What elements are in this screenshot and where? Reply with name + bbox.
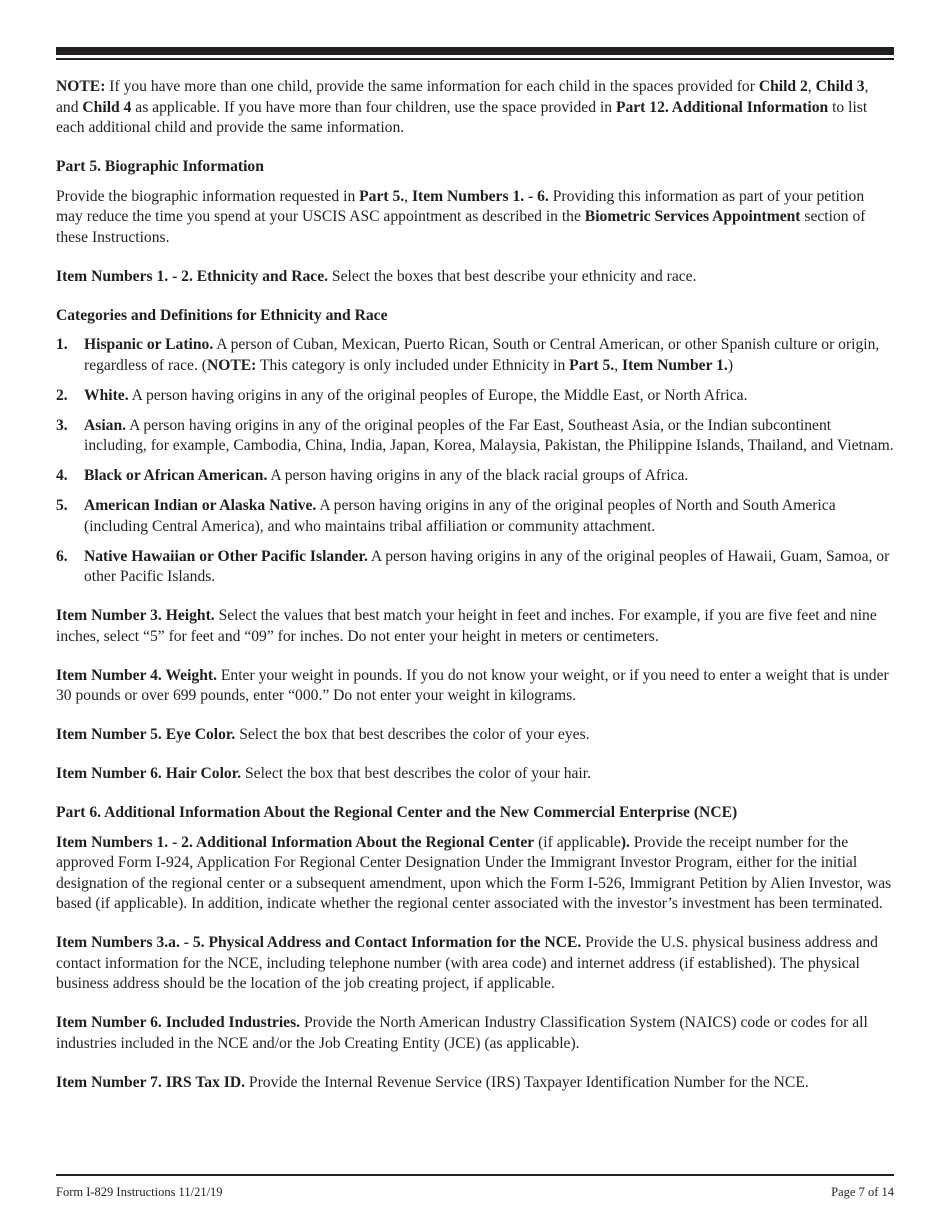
ethnicity-race-paragraph: Item Numbers 1. - 2. Ethnicity and Race. Select the boxes that best describe your ethnicity and race. [56,267,697,285]
category-item-hispanic: 1. Hispanic or Latino. A person of Cuban, Mexican, Puerto Rican, South or Central American, or other Spanish culture or origin, regardless of race. (NOTE: This category is only included under Ethnicity in Part 5., Item Number 1.) [56,336,880,374]
form-edition: Form I-829 Instructions 11/21/19 [56,1185,223,1199]
part6-heading: Part 6. Additional Information About the Regional Center and the New Commercial Enterprise (NCE) [56,804,738,821]
header-rule-thin [56,58,894,60]
irs-tax-id-paragraph: Item Number 7. IRS Tax ID. Provide the Internal Revenue Service (IRS) Taxpayer Identification Number for the NCE. [56,1073,809,1091]
header-rule [56,47,894,55]
category-item-pacific-islander: 6. Native Hawaiian or Other Pacific Islander. A person having origins in any of the original peoples of Hawaii, Guam, Samoa, or other Pacific Islands. [56,547,890,585]
footer-rule [56,1174,894,1176]
eye-color-paragraph: Item Number 5. Eye Color. Select the box that best describes the color of your eyes. [56,726,590,743]
categories-list [56,335,894,588]
hair-color-paragraph: Item Number 6. Hair Color. Select the box that best describes the color of your hair. [56,765,591,782]
nce-address-paragraph: Item Numbers 3.a. - 5. Physical Address and Contact Information for the NCE. Provide the U.S. physical business address and contact information for the NCE, including telephone number (with area code) and internet address (if established). The physical business address should be the location of the job creating project, if applicable. [56,934,878,992]
part5-heading: Part 5. Biographic Information [56,158,264,175]
industries-paragraph: Item Number 6. Included Industries. Provide the North American Industry Classification System (NAICS) code or codes for all industries included in the NCE and/or the Job Creating Entity (JCE) (as applicable). [56,1014,868,1052]
category-item-asian: 3. Asian. A person having origins in any of the original peoples of the Far East, Southeast Asia, or the Indian subcontinent including, for example, Cambodia, China, India, Japan, Korea, Malaysia, Pakistan, the Philippine Islands, Thailand, and Vietnam. [56,416,894,454]
child-note-paragraph: NOTE: If you have more than one child, provide the same information for each child in the spaces provided for Child 2, Child 3, and Child 4 as applicable. If you have more than four children, use the space provided in Part 12. Additional Information to list each additional child and provide the same information. [56,78,869,136]
document-page [56,0,894,1230]
page-content [56,77,894,1112]
regional-center-paragraph: Item Numbers 1. - 2. Additional Information About the Regional Center (if applicable). Provide the receipt number for the approved Form I-924, Application For Regional Center Designation Under the Immigrant Investor Program, either for the initial designation of the regional center or a subsequent amendment, upon which the Form I-526, Immigrant Petition by Alien Investor, was based (if applicable). In addition, indicate whether the regional center associated with the investor’s investment has been terminated. [56,833,892,912]
category-item-american-indian: 5. American Indian or Alaska Native. A person having origins in any of the original peoples of North and South America (including Central America), and who maintains tribal affiliation or community attachment. [56,497,836,535]
category-item-white: 2. White. A person having origins in any of the original peoples of Europe, the Middle East, or North Africa. [56,386,748,404]
height-paragraph: Item Number 3. Height. Select the values that best match your height in feet and inches. For example, if you are five feet and nine inches, select “5” for feet and “09” for inches. Do not enter your height in meters or centimeters. [56,607,877,645]
page-number: Page 7 of 14 [831,1185,894,1199]
part5-intro-paragraph: Provide the biographic information requested in Part 5., Item Numbers 1. - 6. Providing this information as part of your petition may reduce the time you spend at your USCIS ASC appointment as described in the Biometric Services Appointment section of these Instructions. [56,187,866,246]
category-item-black: 4. Black or African American. A person having origins in any of the black racial groups of Africa. [56,467,689,484]
weight-paragraph: Item Number 4. Weight. Enter your weight in pounds. If you do not know your weight, or if you need to enter a weight that is under 30 pounds or over 699 pounds, enter “000.” Do not enter your weight in kilograms. [56,666,889,704]
categories-heading: Categories and Definitions for Ethnicity and Race [56,306,388,324]
